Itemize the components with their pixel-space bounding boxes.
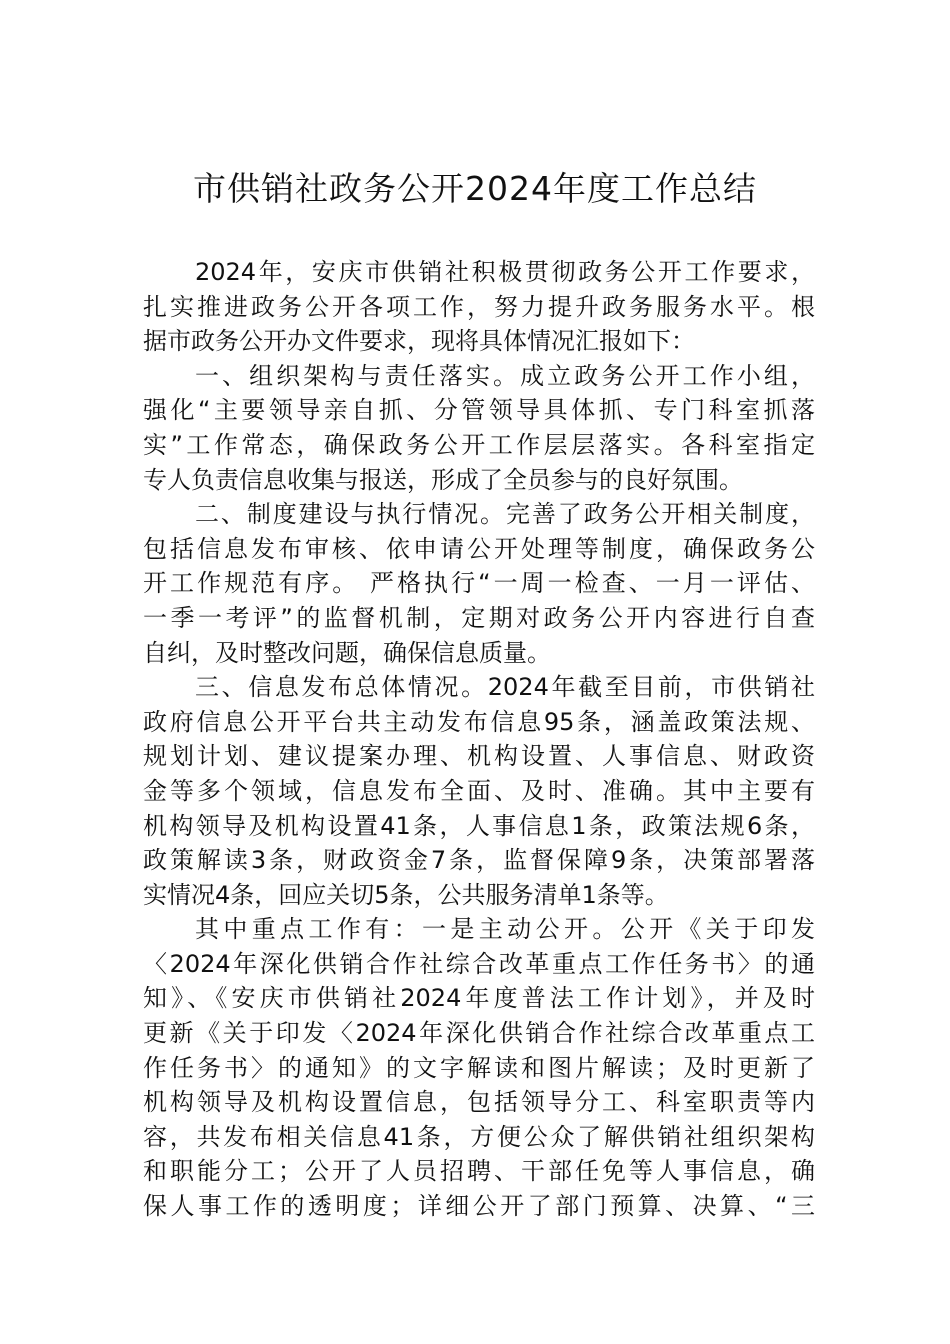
text-line: 其中重点工作有：一是主动公开。公开《关于印发 <box>195 915 815 944</box>
text-line: 三、信息发布总体情况。2024年截至目前，市供销社 <box>195 673 815 702</box>
document-title: 市供销社政务公开2024年度工作总结 <box>193 169 757 208</box>
text-line: 保人事工作的透明度；详细公开了部门预算、决算、“三 <box>143 1192 815 1221</box>
text-line: 和职能分工；公开了人员招聘、干部任免等人事信息，确 <box>143 1157 815 1186</box>
text-line: 包括信息发布审核、依申请公开处理等制度，确保政务公 <box>143 534 815 563</box>
text-line: 机构领导及机构设置41条，人事信息1条，政策法规6条， <box>143 811 815 840</box>
text-line: 作任务书〉的通知》的文字解读和图片解读；及时更新了 <box>143 1053 815 1082</box>
text-line: 扎实推进政务公开各项工作，努力提升政务服务水平。根 <box>143 292 815 321</box>
text-line: 容，共发布相关信息41条，方便公众了解供销社组织架构 <box>143 1122 815 1151</box>
text-line: 知》、《安庆市供销社2024年度普法工作计划》，并及时 <box>143 984 815 1013</box>
text-line: 规划计划、建议提案办理、机构设置、人事信息、财政资 <box>143 742 815 771</box>
text-line: 据市政务公开办文件要求，现将具体情况汇报如下： <box>143 327 695 356</box>
text-line: 一季一考评”的监督机制，定期对政务公开内容进行自查 <box>143 603 815 632</box>
text-line: 政策解读3条，财政资金7条，监督保障9条，决策部署落 <box>143 846 815 875</box>
text-line: 实”工作常态，确保政务公开工作层层落实。各科室指定 <box>143 430 815 459</box>
text-line: 强化“主要领导亲自抓、分管领导具体抓、专门科室抓落 <box>143 396 815 425</box>
text-line: 2024年，安庆市供销社积极贯彻政务公开工作要求， <box>195 258 815 286</box>
text-line: 自纠，及时整改问题，确保信息质量。 <box>143 638 551 667</box>
text-line: 金等多个领域，信息发布全面、及时、准确。其中主要有 <box>143 776 815 805</box>
text-line: 更新《关于印发〈2024年深化供销合作社综合改革重点工 <box>143 1019 815 1048</box>
text-line: 〈2024年深化供销合作社综合改革重点工作任务书〉的通 <box>143 949 815 978</box>
text-line: 一、组织架构与责任落实。成立政务公开工作小组， <box>195 361 815 390</box>
text-line: 专人负责信息收集与报送，形成了全员参与的良好氛围。 <box>143 465 743 494</box>
text-line: 实情况4条，回应关切5条，公共服务清单1条等。 <box>143 880 669 909</box>
text-line: 二、制度建设与执行情况。完善了政务公开相关制度， <box>195 500 815 529</box>
document-body <box>143 255 815 1224</box>
text-line: 机构领导及机构设置信息，包括领导分工、科室职责等内 <box>143 1088 815 1117</box>
text-line: 政府信息公开平台共主动发布信息95条，涵盖政策法规、 <box>143 707 815 736</box>
text-line: 开工作规范有序。 严格执行“一周一检查、一月一评估、 <box>143 569 815 598</box>
